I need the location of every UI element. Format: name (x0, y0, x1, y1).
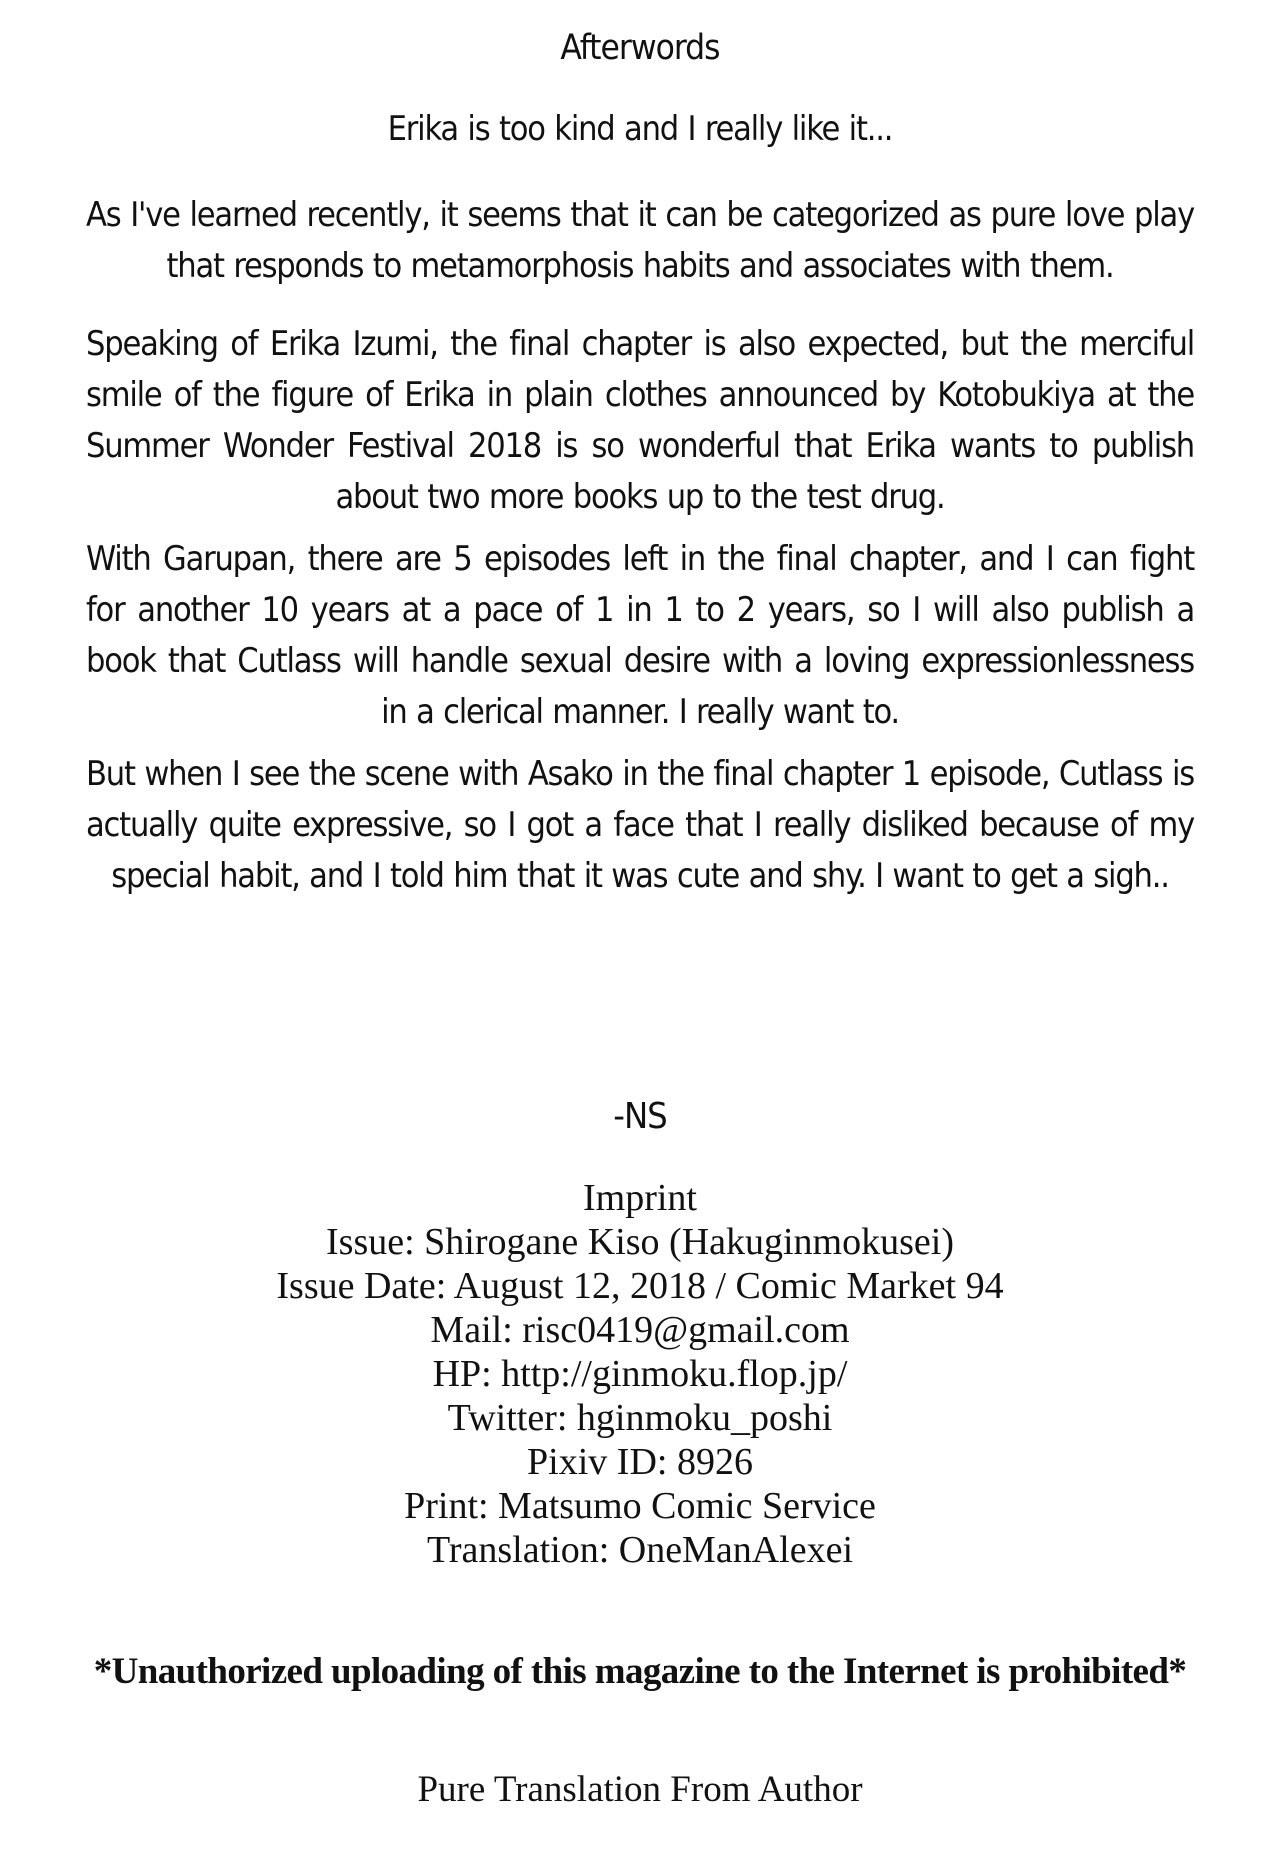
afterwords-paragraph: Speaking of Erika Izumi, the final chapter is also expected, but the merciful smile of the figure of Erika in plain clothes announced by Kotobukiya at the Summer Wonder Festival 2018 is so wonderful that Erika wants to publish about two more books up to the test drug. (86, 324, 1194, 517)
imprint-twitter: Twitter: hginmoku_poshi (447, 1397, 833, 1439)
imprint-mail: Mail: risc0419@gmail.com (430, 1309, 850, 1351)
afterwords-paragraph: Erika is too kind and I really like it... (387, 109, 893, 149)
afterwords-title: Afterwords (560, 28, 720, 68)
imprint-heading: Imprint (583, 1177, 697, 1219)
imprint-pixiv-id: Pixiv ID: 8926 (527, 1441, 753, 1483)
imprint-issue: Issue: Shirogane Kiso (Hakuginmokusei) (326, 1221, 954, 1263)
translation-note: Pure Translation From Author (417, 1769, 863, 1810)
upload-prohibited-notice: *Unauthorized uploading of this magazine to the Internet is prohibited* (93, 1651, 1187, 1692)
imprint-issue-date: Issue Date: August 12, 2018 / Comic Market 94 (276, 1265, 1004, 1307)
imprint-homepage: HP: http://ginmoku.flop.jp/ (432, 1353, 848, 1395)
imprint-print: Print: Matsumo Comic Service (404, 1485, 876, 1527)
author-signature: -NS (613, 1096, 667, 1137)
afterwords-paragraph: With Garupan, there are 5 episodes left in the final chapter, and I can fight for another 10 years at a pace of 1 in 1 to 2 years, so I will also publish a book that Cutlass will handle sexual desire with a loving expressionlessness in a clerical manner. I really want to. (86, 539, 1194, 732)
imprint-translation: Translation: OneManAlexei (426, 1529, 854, 1571)
afterwords-paragraph: As I've learned recently, it seems that it can be categorized as pure love play that responds to metamorphosis habits and associates with them. (86, 195, 1194, 286)
imprint-block (0, 1176, 1280, 1572)
afterwords-paragraph: But when I see the scene with Asako in the final chapter 1 episode, Cutlass is actually quite expressive, so I got a face that I really disliked because of my special habit, and I told him that it was cute and shy. I want to get a sigh.. (86, 754, 1194, 896)
